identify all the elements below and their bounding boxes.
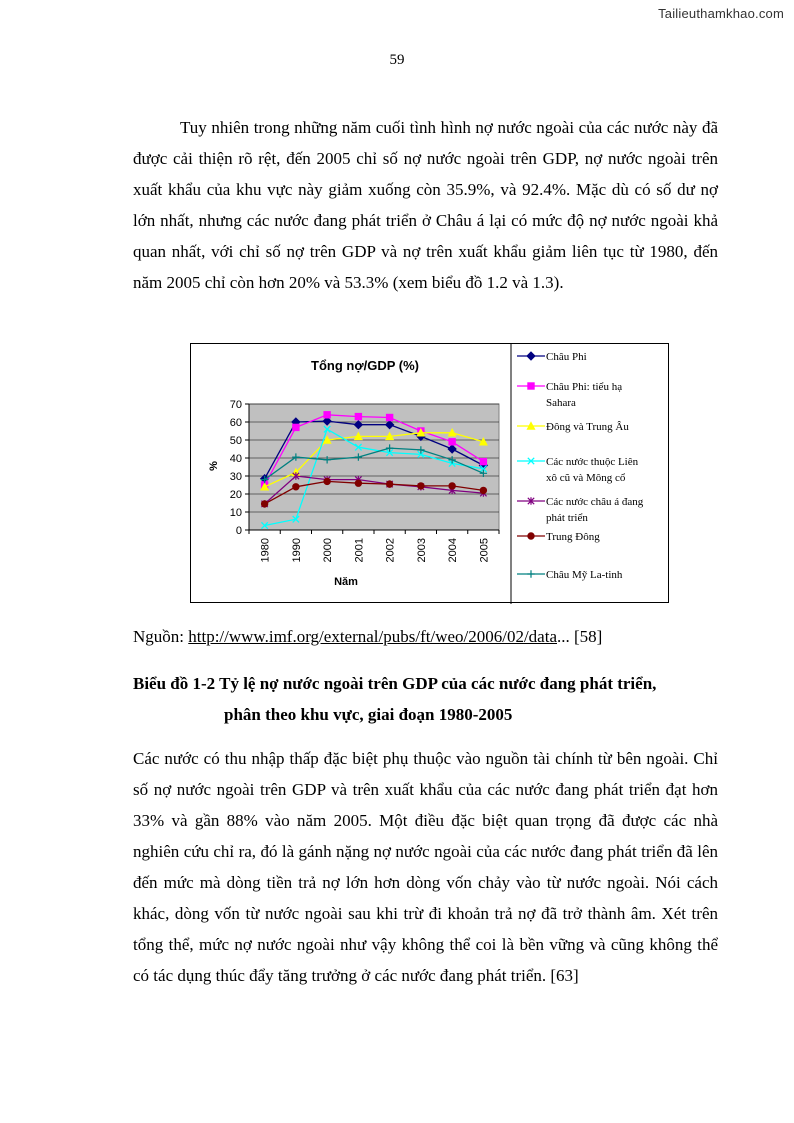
legend-marker	[527, 570, 534, 577]
figure-caption-line2: phân theo khu vực, giai đoạn 1980-2005	[224, 705, 513, 724]
x-tick-label: 1990	[290, 538, 303, 563]
paragraph-intro: Tuy nhiên trong những năm cuối tình hình nợ nước ngoài của các nước này đã được cải thiện rõ rệt, đến 2005 chỉ số nợ nước ngoài trên GDP, nợ nước ngoài trên xuất khẩu của khu vực này giảm xuống còn 35.9%, và 92.4%. Mặc dù có số dư nợ lớn nhất, nhưng các nước đang phát triển ở Châu á lại có mức độ nợ nước ngoài khả quan nhất, với chỉ số nợ trên GDP và nợ trên xuất khẩu giảm liên tục từ 1980, đến năm 2005 chỉ còn hơn 20% và 53.3% (xem biểu đồ 1.2 và 1.3).	[133, 118, 718, 292]
legend-label: Châu Phi: tiểu hạ Sahara	[546, 381, 623, 409]
legend-label: Các nước thuộc Liên xô cũ và Mông cổ	[546, 456, 639, 484]
source-label: Nguồn:	[133, 627, 189, 646]
data-point	[449, 483, 455, 489]
chart-title: Tổng nợ/GDP (%)	[311, 358, 419, 373]
y-tick-label: 0	[235, 525, 242, 537]
debt-gdp-chart	[190, 343, 669, 603]
source-suffix: ... [58]	[557, 627, 603, 646]
data-point	[355, 480, 361, 486]
source-link[interactable]: http://www.imf.org/external/pubs/ft/weo/2006/02/data	[188, 627, 557, 646]
y-tick-label: 30	[229, 471, 242, 483]
watermark: Tailieuthamkhao.com	[658, 6, 784, 21]
page-number: 59	[389, 52, 405, 68]
data-point	[449, 439, 455, 445]
plot-area	[249, 404, 499, 530]
legend-label: Châu Phi	[546, 351, 587, 363]
legend-marker	[528, 383, 534, 389]
chart-canvas	[191, 344, 670, 604]
data-point	[324, 478, 330, 484]
y-tick-label: 50	[229, 435, 242, 447]
legend-label: Châu Mỹ La-tinh	[546, 569, 623, 581]
data-point	[418, 483, 424, 489]
data-point	[293, 484, 299, 490]
y-tick-label: 60	[229, 417, 242, 429]
x-axis-label: Năm	[334, 576, 358, 588]
legend-marker	[528, 533, 534, 539]
paragraph-analysis: Các nước có thu nhập thấp đặc biệt phụ thuộc vào nguồn tài chính từ bên ngoài. Chỉ số nợ nước ngoài trên GDP và trên xuất khẩu của các nước đang phát triển đạt hơn 33% và gần 88% vào năm 2005. Một điều đặc biệt quan trọng đã được các nhà nghiên cứu chỉ ra, đó là gánh nặng nợ nước ngoài của các nước đang phát triển đã lên đến mức mà dòng tiền trả nợ lớn hơn dòng vốn chảy vào từ nước ngoài. Nói cách khác, dòng vốn từ nước ngoài sau khi trừ đi khoản trả nợ đã trở thành âm. Xét trên tổng thể, mức nợ nước ngoài như vậy không thể coi là bền vững và cũng không thể có tác dụng thúc đẩy tăng trưởng ở các nước đang phát triển. [63]	[133, 749, 718, 985]
legend-label: Trung Đông	[546, 531, 600, 543]
data-point	[293, 424, 299, 430]
data-point	[324, 412, 330, 418]
y-tick-label: 10	[229, 507, 242, 519]
x-tick-label: 2003	[415, 538, 428, 563]
legend-label: Đông và Trung Âu	[546, 421, 629, 433]
x-tick-label: 2000	[322, 538, 335, 563]
y-tick-label: 20	[229, 489, 242, 501]
data-point	[386, 481, 392, 487]
data-point	[480, 487, 486, 493]
x-tick-label: 2005	[478, 538, 491, 563]
x-tick-label: 1980	[259, 538, 272, 563]
data-point	[386, 414, 392, 420]
y-tick-label: 40	[229, 453, 242, 465]
x-tick-label: 2004	[447, 538, 460, 563]
y-axis-label: %	[208, 461, 220, 471]
x-tick-label: 2001	[353, 538, 366, 563]
legend-label: Các nước châu á đang phát triển	[546, 496, 644, 524]
y-tick-label: 70	[229, 399, 242, 411]
data-point	[261, 501, 267, 507]
data-point	[480, 458, 486, 464]
x-tick-label: 2002	[384, 538, 397, 563]
source-citation	[133, 627, 602, 647]
legend-marker	[527, 352, 535, 360]
figure-caption-line1: Biểu đồ 1-2 Tỷ lệ nợ nước ngoài trên GDP của các nước đang phát triển,	[133, 674, 657, 693]
data-point	[355, 413, 361, 419]
